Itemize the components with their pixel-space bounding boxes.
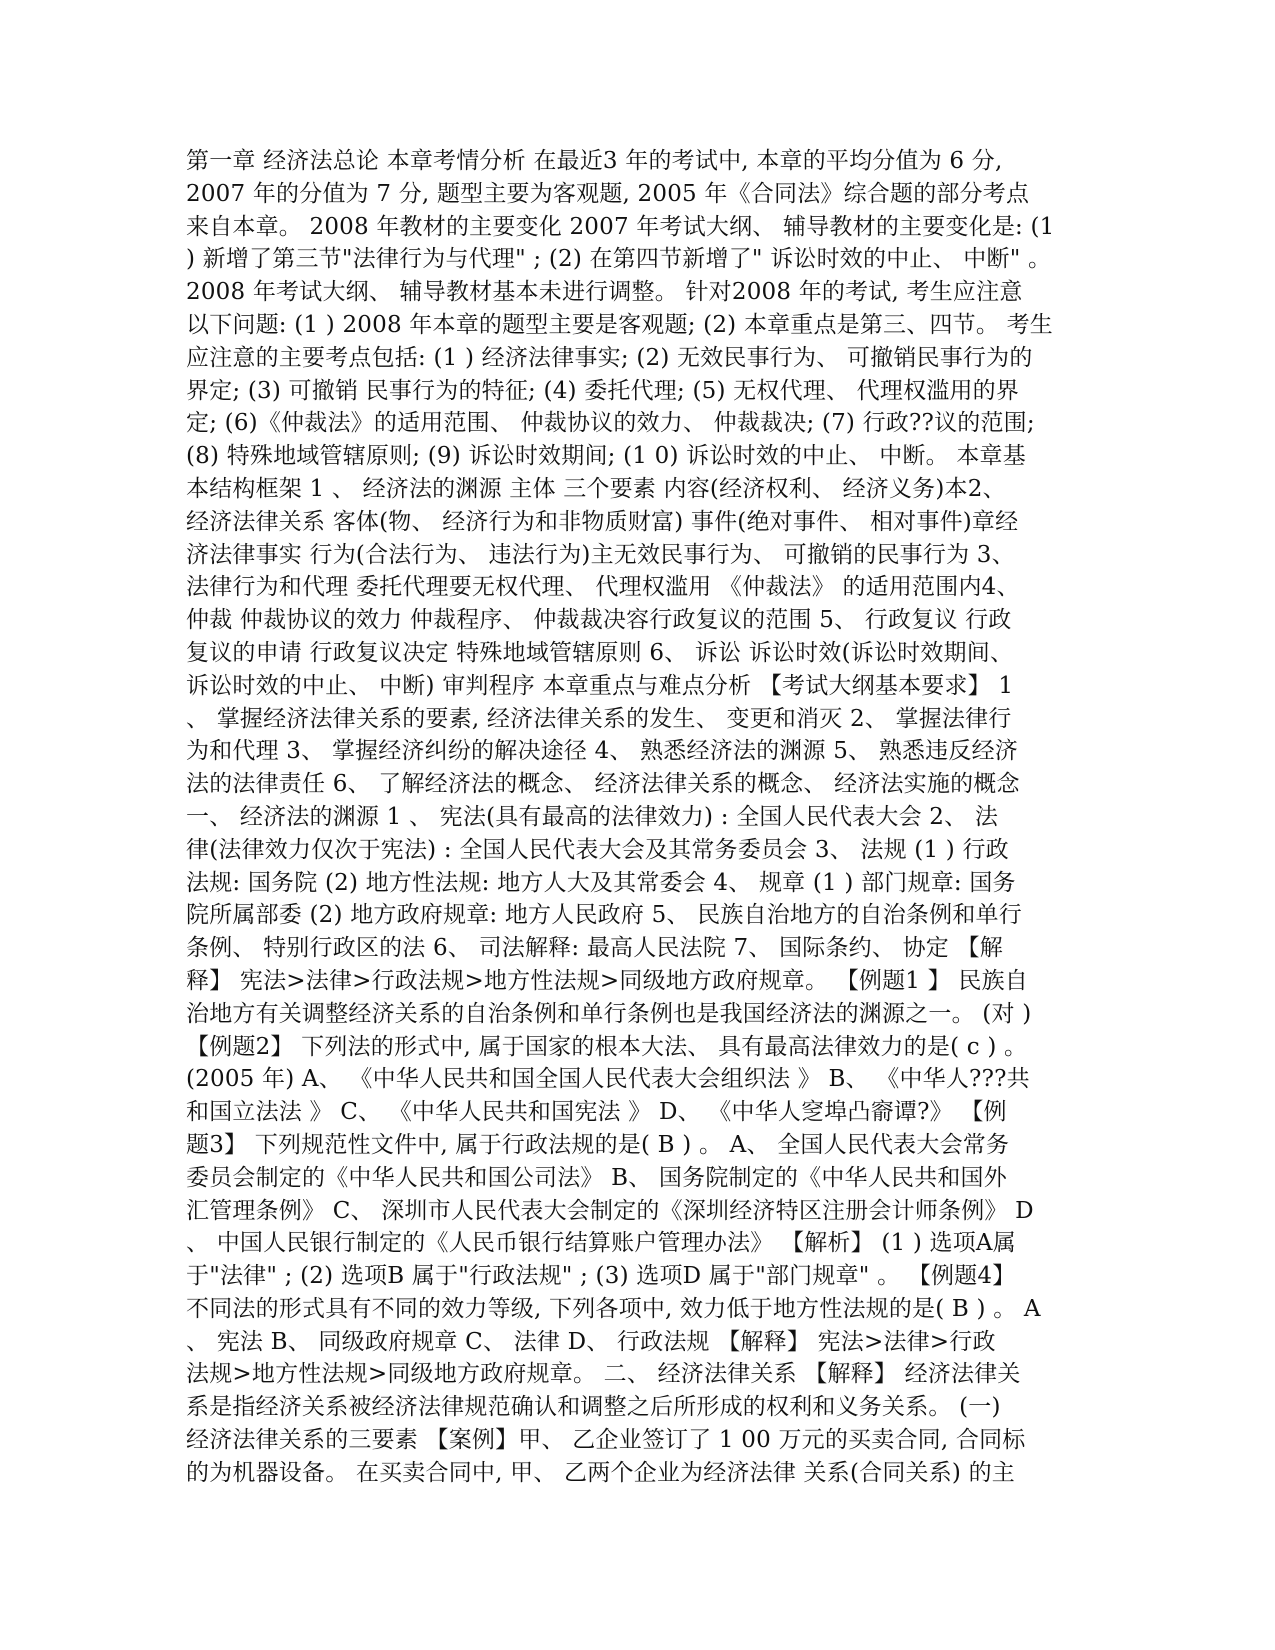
text-line: 法律行为和代理 委托代理要无权代理、 代理权滥用 《仲裁法》 的适用范围内4、 [186, 574, 1020, 601]
text-line: 【例题2】 下列法的形式中, 属于国家的根本大法、 具有最高法律效力的是( c ) 。 [186, 1033, 1028, 1060]
text-line: 本结构框架 1 、 经济法的渊源 主体 三个要素 内容(经济权利、 经济义务)本2、 [186, 475, 1006, 502]
text-line: 的为机器设备。 在买卖合同中, 甲、 乙两个企业为经济法律 关系(合同关系) 的主 [186, 1459, 1016, 1486]
text-line: 仲裁 仲裁协议的效力 仲裁程序、 仲裁裁决容行政复议的范围 5、 行政复议 行政 [186, 607, 1012, 634]
text-line: ) 新增了第三节"法律行为与代理" ; (2) 在第四节新增了" 诉讼时效的中止、 中断" 。 [186, 246, 1052, 273]
text-line: 来自本章。 2008 年教材的主要变化 2007 年考试大纲、 辅导教材的主要变化是: (1 [186, 213, 1055, 240]
text-line: 复议的申请 行政复议决定 特殊地域管辖原则 6、 诉讼 诉讼时效(诉讼时效期间、 [186, 639, 1014, 666]
text-line: 于"法律" ; (2) 选项B 属于"行政法规" ; (3) 选项D 属于"部门规章" 。 【例题4】 [186, 1263, 1016, 1290]
text-line: 诉讼时效的中止、 中断) 审判程序 本章重点与难点分析 【考试大纲基本要求】 1 [186, 672, 1014, 699]
text-line: 济法律事实 行为(合法行为、 违法行为)主无效民事行为、 可撤销的民事行为 3、 [186, 541, 1015, 568]
text-line: 为和代理 3、 掌握经济纠纷的解决途径 4、 熟悉经济法的渊源 5、 熟悉违反经济 [186, 738, 1018, 765]
text-line: 2007 年的分值为 7 分, 题型主要为客观题, 2005 年《合同法》综合题的部分考点 [186, 180, 1030, 207]
text-line: 以下问题: (1 ) 2008 年本章的题型主要是客观题; (2) 本章重点是第三、四节。 考生 [186, 311, 1053, 338]
body-text [186, 145, 1091, 1490]
text-line: 不同法的形式具有不同的效力等级, 下列各项中, 效力低于地方性法规的是( B ) 。 A [186, 1295, 1041, 1322]
text-line: 和国立法法 》 C、 《中华人民共和国宪法 》 D、 《中华人窆埠凸窬谭?》 【例 [186, 1099, 1007, 1126]
text-line: 经济法律关系 客体(物、 经济行为和非物质财富) 事件(绝对事件、 相对事件)章经 [186, 508, 1019, 535]
text-line: 、 掌握经济法律关系的要素, 经济法律关系的发生、 变更和消灭 2、 掌握法律行 [186, 705, 1012, 732]
text-line: 治地方有关调整经济关系的自治条例和单行条例也是我国经济法的渊源之一。 (对 ) [186, 1000, 1032, 1027]
text-line: 应注意的主要考点包括: (1 ) 经济法律事实; (2) 无效民事行为、 可撤销民事行为的 [186, 344, 1033, 371]
text-line: 法规: 国务院 (2) 地方性法规: 地方人大及其常委会 4、 规章 (1 ) 部门规章: 国务 [186, 869, 1016, 896]
text-line: 条例、 特别行政区的法 6、 司法解释: 最高人民法院 7、 国际条约、 协定 【解 [186, 935, 1003, 962]
text-line: 释】 宪法>法律>行政法规>地方性法规>同级地方政府规章。 【例题1 】 民族自 [186, 967, 1028, 994]
text-line: 题3】 下列规范性文件中, 属于行政法规的是( B ) 。 A、 全国人民代表大会常务 [186, 1131, 1010, 1158]
text-line: 法规>地方性法规>同级地方政府规章。 二、 经济法律关系 【解释】 经济法律关 [186, 1361, 1021, 1388]
text-line: 律(法律效力仅次于宪法) : 全国人民代表大会及其常务委员会 3、 法规 (1 ) 行政 [186, 836, 1009, 863]
text-line: 、 中国人民银行制定的《人民币银行结算账户管理办法》 【解析】 (1 ) 选项A属 [186, 1230, 1016, 1257]
text-line: 一、 经济法的渊源 1 、 宪法(具有最高的法律效力) : 全国人民代表大会 2、 法 [186, 803, 999, 830]
text-line: 界定; (3) 可撤销 民事行为的特征; (4) 委托代理; (5) 无权代理、 代理权滥用的界 [186, 377, 1020, 404]
text-line: 、 宪法 B、 同级政府规章 C、 法律 D、 行政法规 【解释】 宪法>法律>行政 [186, 1328, 996, 1355]
text-line: (8) 特殊地域管辖原则; (9) 诉讼时效期间; (1 0) 诉讼时效的中止、 中断。 本章基 [186, 443, 1026, 470]
text-line: 法的法律责任 6、 了解经济法的概念、 经济法律关系的概念、 经济法实施的概念 [186, 771, 1020, 798]
text-line: 第一章 经济法总论 本章考情分析 在最近3 年的考试中, 本章的平均分值为 6 分, [186, 148, 1003, 174]
text-line: 2008 年考试大纲、 辅导教材基本未进行调整。 针对2008 年的考试, 考生应注意 [186, 279, 1023, 306]
text-line: 系是指经济关系被经济法律规范确认和调整之后所形成的权利和义务关系。 (一) [186, 1394, 1001, 1421]
text-line: (2005 年) A、 《中华人民共和国全国人民代表大会组织法 》 B、 《中华人???共 [186, 1066, 1030, 1093]
text-line: 定; (6)《仲裁法》的适用范围、 仲裁协议的效力、 仲裁裁决; (7) 行政??议的范围; [186, 410, 1035, 437]
text-line: 院所属部委 (2) 地方政府规章: 地方人民政府 5、 民族自治地方的自治条例和单行 [186, 902, 1022, 929]
text-line: 委员会制定的《中华人民共和国公司法》 B、 国务院制定的《中华人民共和国外 [186, 1164, 1007, 1191]
text-line: 经济法律关系的三要素 【案例】甲、 乙企业签订了 1 00 万元的买卖合同, 合同标 [186, 1427, 1026, 1454]
text-line: 汇管理条例》 C、 深圳市人民代表大会制定的《深圳经济特区注册会计师条例》 D [186, 1197, 1034, 1224]
